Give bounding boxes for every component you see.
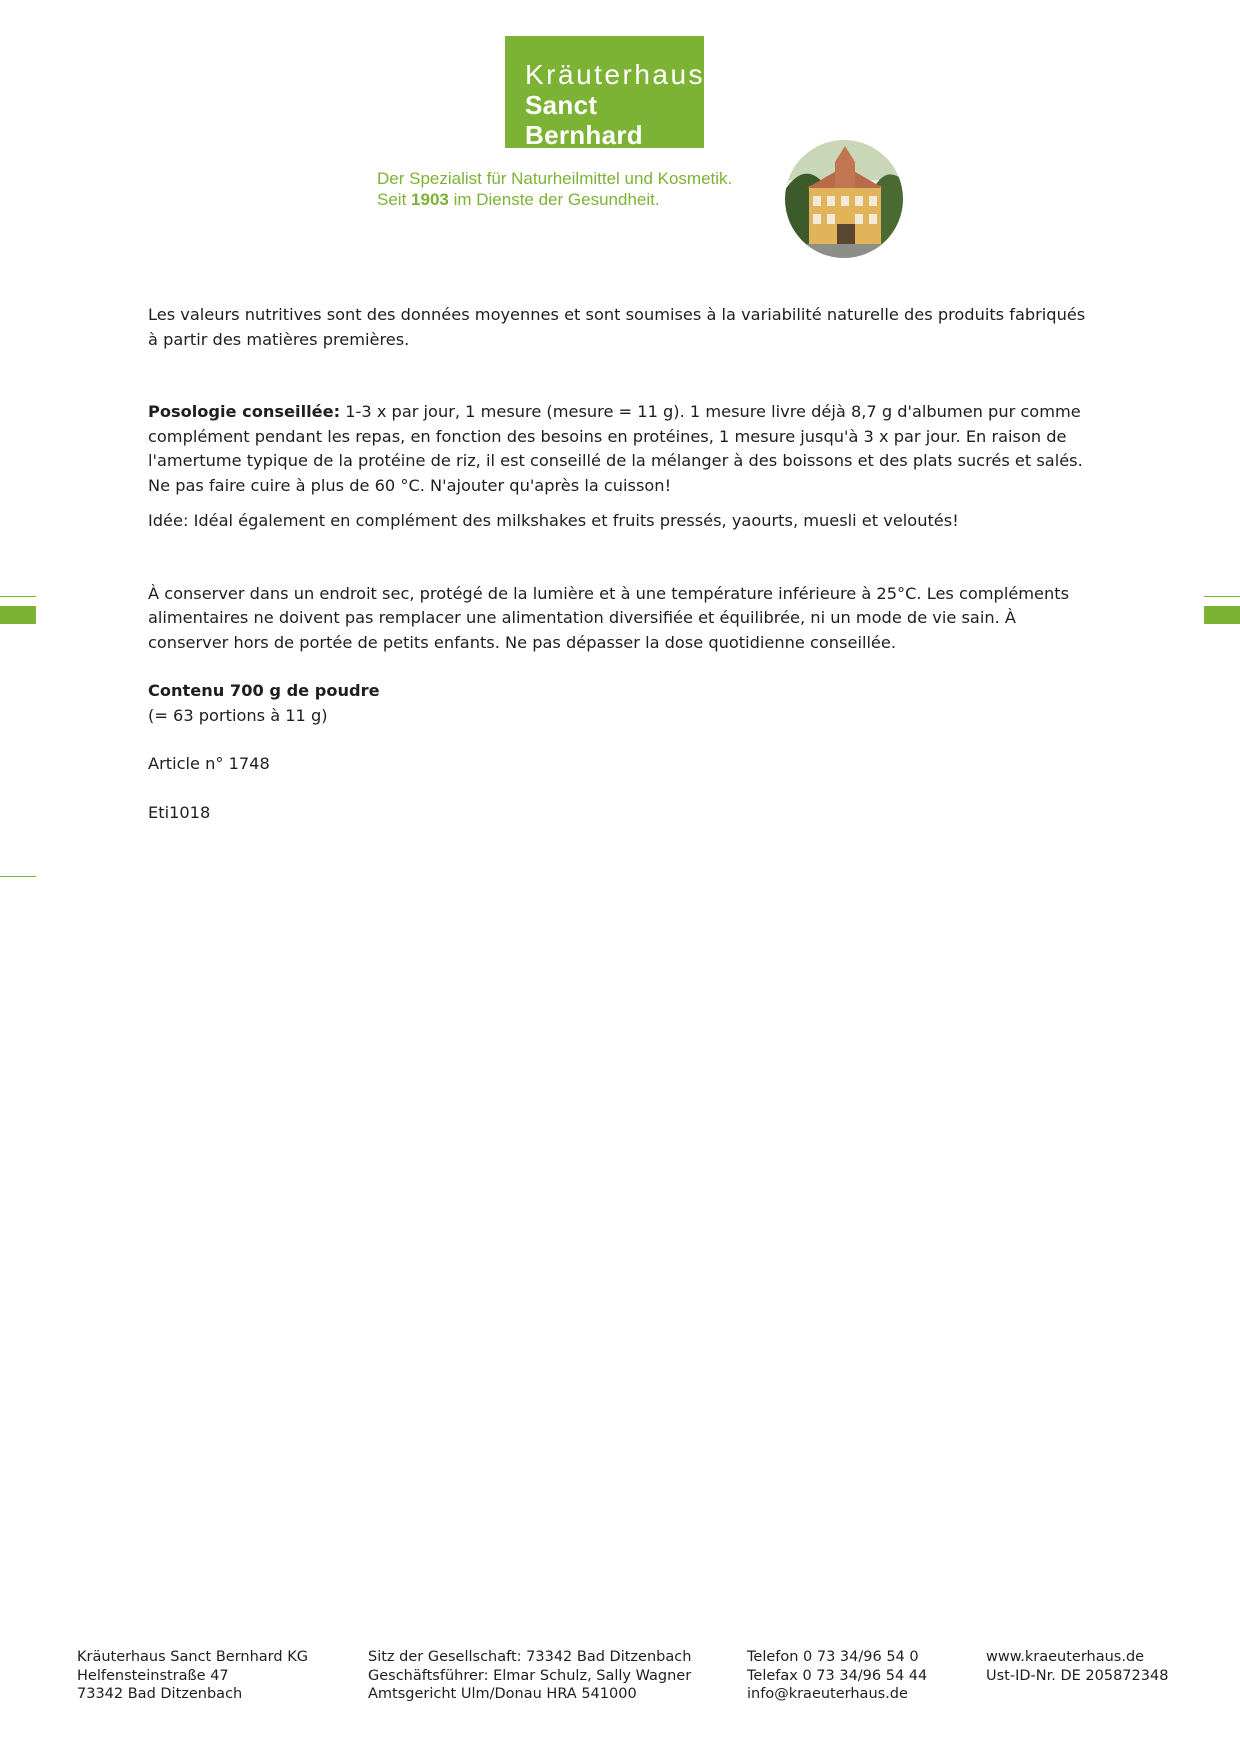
brand-logo	[505, 36, 704, 148]
fold-mark-right-top	[1204, 596, 1240, 597]
tagline-year: 1903	[411, 190, 449, 209]
article-number: Article n° 1748	[148, 754, 270, 773]
tagline-post: im Dienste der Gesundheit.	[448, 190, 660, 209]
brand-name-line2: Sanct Bernhard	[525, 90, 643, 150]
footer-fax: Telefax 0 73 34/96 54 44	[747, 1667, 928, 1684]
brand-name-line1: Kräuterhaus	[525, 59, 706, 90]
footer-phone: Telefon 0 73 34/96 54 0	[747, 1649, 919, 1665]
footer-legal-managers: Geschäftsführer: Elmar Schulz, Sally Wagner	[368, 1667, 692, 1684]
punch-mark-left	[0, 876, 36, 877]
footer-legal-seat: Sitz der Gesellschaft: 73342 Bad Ditzenbach	[368, 1649, 692, 1665]
house-photo-icon	[785, 140, 903, 258]
footer-company-city: 73342 Bad Ditzenbach	[77, 1686, 243, 1702]
fold-mark-right	[1204, 606, 1240, 624]
dosage-label: Posologie conseillée:	[148, 402, 341, 421]
tagline-line1: Der Spezialist für Naturheilmittel und Kosmetik.	[377, 169, 733, 188]
product-description	[148, 303, 1088, 825]
storage-text: À conserver dans un endroit sec, protégé de la lumière et à une température inférieure à 25°C. Les compléments alimentaires ne doivent pas remplacer une alimentation diversifiée et équilibrée, ni un mode de vie sain. À conserver hors de portée de petits enfants. Ne pas dépasser la dose quotidienne conseillée.	[148, 583, 1070, 652]
footer-legal-court: Amtsgericht Ulm/Donau HRA 541000	[368, 1686, 637, 1702]
footer-contact	[747, 1648, 927, 1704]
idea-text: Idée: Idéal également en complément des milkshakes et fruits pressés, yaourts, muesli et veloutés!	[148, 511, 959, 530]
footer-company-name: Kräuterhaus Sanct Bernhard KG	[77, 1649, 308, 1665]
nutrition-note: Les valeurs nutritives sont des données moyennes et sont soumises à la variabilité naturelle des produits fabriqués à partir des matières premières.	[148, 305, 1086, 349]
tagline-line2	[377, 189, 732, 210]
footer-company	[77, 1648, 308, 1704]
content-label: Contenu 700 g de poudre	[148, 681, 380, 700]
label-code: Eti1018	[148, 802, 211, 822]
fold-mark-left	[0, 606, 36, 624]
footer-legal	[368, 1648, 691, 1704]
footer-vat-id: Ust-ID-Nr. DE 205872348	[986, 1667, 1169, 1684]
tagline	[377, 168, 732, 210]
footer-web	[986, 1648, 1168, 1685]
dosage-paragraph	[148, 400, 1088, 498]
footer-website: www.kraeuterhaus.de	[986, 1649, 1145, 1665]
footer-company-street: Helfensteinstraße 47	[77, 1667, 229, 1684]
content-portions: (= 63 portions à 11 g)	[148, 705, 328, 725]
fold-mark-left-top	[0, 596, 36, 597]
footer-email: info@kraeuterhaus.de	[747, 1686, 908, 1702]
tagline-pre: Seit	[377, 190, 412, 209]
dosage-text: 1-3 x par jour, 1 mesure (mesure = 11 g). 1 mesure livre déjà 8,7 g d'albumen pur comme complément pendant les repas, en fonction des besoins en protéines, 1 mesure jusqu'à 3 x par jour. En raison de l'amertume typique de la protéine de riz, il est conseillé de la mélanger à des boissons et des plats sucrés et salés. Ne pas faire cuire à plus de 60 °C. N'ajouter qu'après la cuisson!	[148, 402, 1083, 495]
